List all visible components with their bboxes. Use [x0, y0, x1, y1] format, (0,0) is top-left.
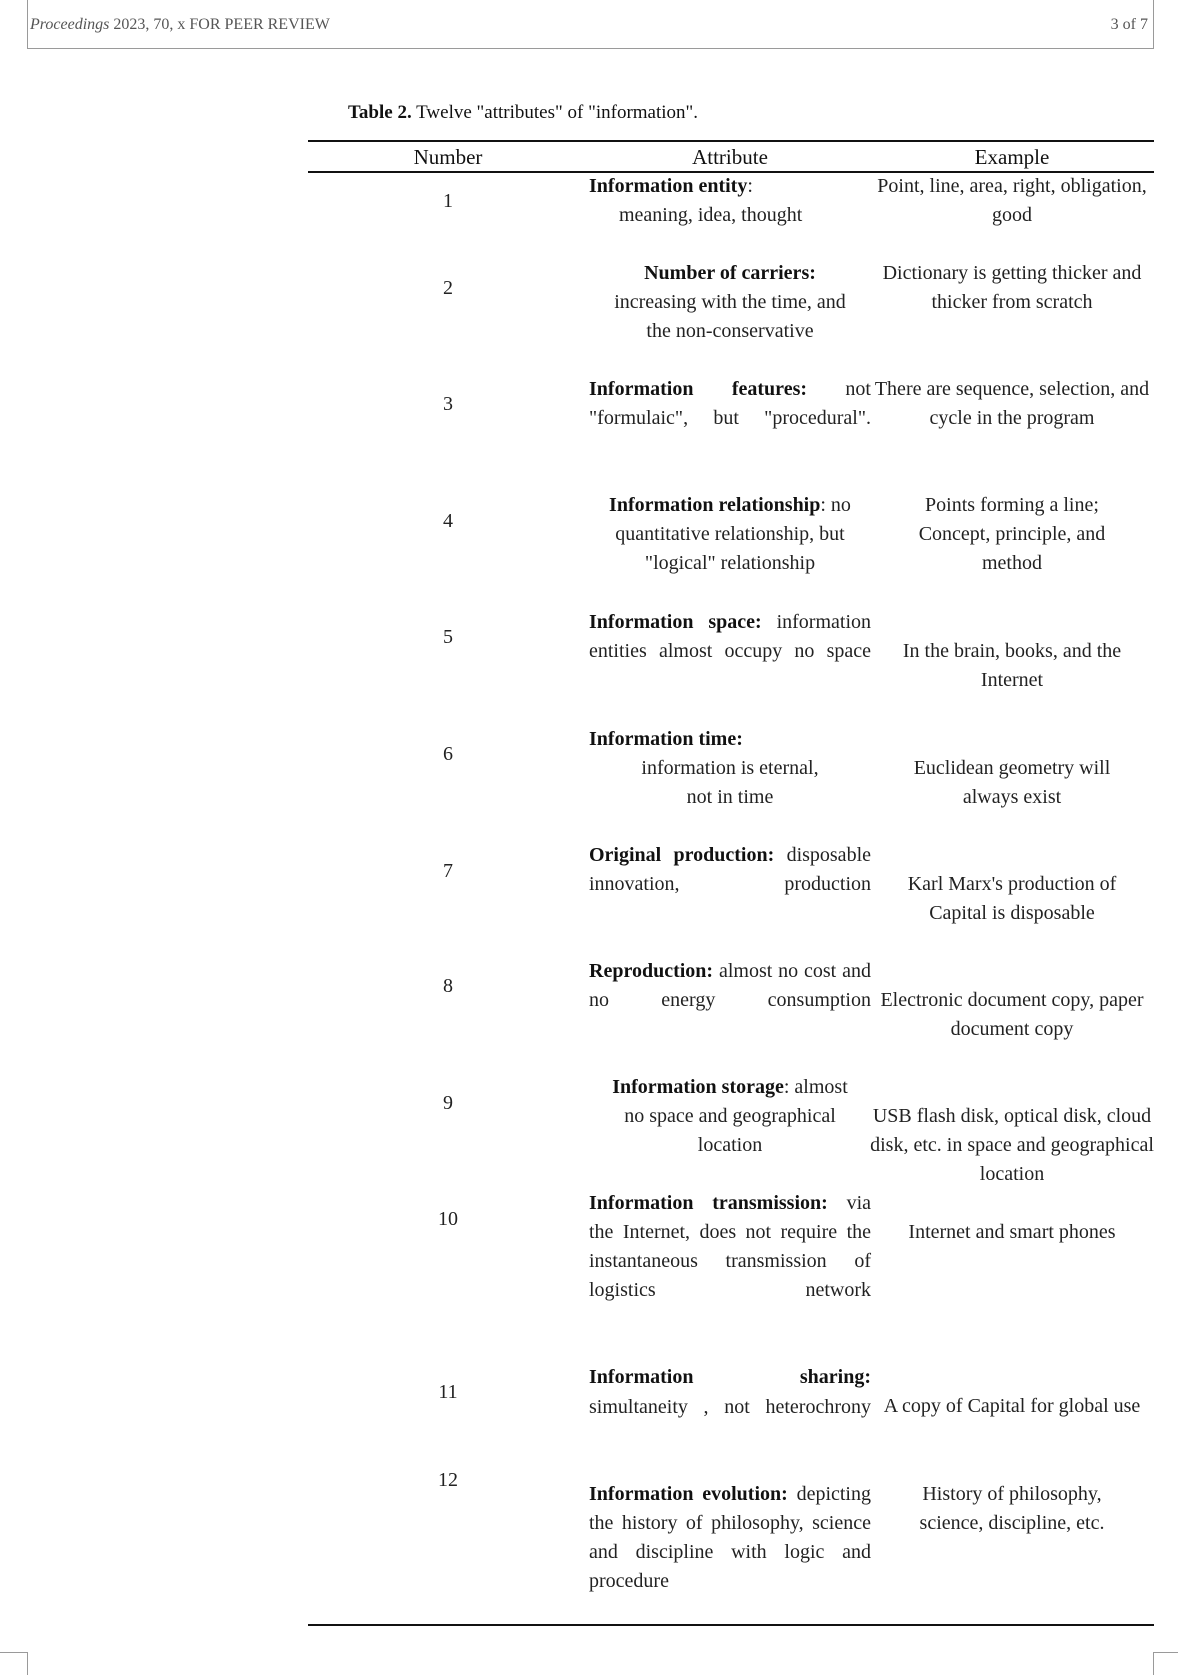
attribute-cell: Information storage: almost no space and geographical location: [612, 1076, 848, 1156]
crop-mark-bottom-right-h: [1153, 1652, 1178, 1653]
attribute-cell: Information transmission: via the Internet, does not require the instantaneous transmission of logistics network: [589, 1192, 872, 1301]
example-cell: Points forming a line; Concept, principle, and method: [918, 494, 1106, 574]
row-number: 4: [443, 510, 453, 532]
crop-mark-bottom-right: [1153, 1652, 1154, 1675]
example-cell: History of philosophy, science, discipline, etc.: [919, 1483, 1105, 1534]
attribute-cell: Information evolution: depicting the history of philosophy, science and discipline with logic and procedure: [589, 1483, 871, 1592]
attribute-name: Information transmission:: [589, 1192, 828, 1214]
attribute-name: Information features:: [589, 378, 808, 400]
attribute-cell: Information sharing: simultaneity , not heterochrony: [589, 1366, 871, 1418]
attribute-name: Information storage: [612, 1076, 784, 1098]
table-top-rule: [308, 140, 1154, 142]
row-number: 6: [443, 743, 453, 765]
column-header-number: Number: [413, 145, 483, 169]
row-number: 11: [438, 1381, 458, 1403]
row-number: 9: [443, 1092, 453, 1114]
example-cell: Point, line, area, right, obligation, good: [877, 175, 1147, 226]
table-caption-text: Twelve "attributes" of "information".: [416, 102, 699, 123]
attribute-name: Original production:: [589, 844, 775, 866]
table-caption: [348, 102, 698, 124]
example-cell: USB flash disk, optical disk, cloud disk, etc. in space and geographical location: [870, 1105, 1154, 1185]
crop-mark-bottom-left-h: [0, 1652, 28, 1653]
attribute-cell: Information entity: meaning, idea, thought: [589, 175, 803, 226]
attribute-name: Information time:: [589, 728, 743, 750]
attribute-name: Number of carriers:: [644, 262, 816, 284]
attribute-name: Information relationship: [609, 494, 821, 516]
attribute-cell: Information time: information is eternal, not in time: [589, 728, 819, 808]
column-header-attribute: Attribute: [692, 145, 768, 169]
row-number: 7: [443, 860, 453, 882]
attribute-cell: Reproduction: almost no cost and no energy consumption: [589, 960, 871, 1011]
running-header: [30, 16, 330, 34]
table-bottom-rule: [308, 1624, 1154, 1626]
header-left-rule: [27, 0, 28, 49]
row-number: 10: [438, 1208, 458, 1230]
row-number: 2: [443, 277, 453, 299]
example-cell: Internet and smart phones: [908, 1221, 1116, 1243]
attribute-name: Information sharing:: [589, 1366, 871, 1388]
attribute-cell: Information space: information entities almost occupy no space: [589, 611, 871, 662]
row-number: 1: [443, 190, 453, 212]
example-cell: Euclidean geometry will always exist: [913, 757, 1111, 808]
attribute-cell: Information relationship: no quantitative relationship, but "logical" relationship: [609, 494, 851, 574]
table-label: Table 2.: [348, 102, 412, 123]
example-cell: Dictionary is getting thicker and thicker from scratch: [882, 262, 1142, 313]
journal-name: Proceedings: [30, 16, 110, 33]
row-number: 12: [438, 1469, 458, 1491]
header-details: 2023, 70, x FOR PEER REVIEW: [113, 16, 330, 33]
example-cell: There are sequence, selection, and cycle in the program: [874, 378, 1150, 429]
header-right-rule: [1153, 0, 1154, 49]
attribute-name: Information entity: [589, 175, 748, 197]
attribute-name: Information evolution:: [589, 1483, 788, 1505]
row-number: 3: [443, 393, 453, 415]
example-cell: In the brain, books, and the Internet: [902, 640, 1122, 691]
row-number: 5: [443, 626, 453, 648]
header-rule: [28, 48, 1154, 49]
row-number: 8: [443, 975, 453, 997]
attribute-name: Information space:: [589, 611, 762, 633]
crop-mark-bottom-left: [27, 1652, 28, 1675]
attribute-name: Reproduction:: [589, 960, 714, 982]
attribute-cell: Number of carriers: increasing with the time, and the non-conservative: [614, 262, 846, 342]
attribute-cell: Original production: disposable innovation, production: [589, 844, 871, 895]
example-cell: A copy of Capital for global use: [883, 1395, 1141, 1417]
example-cell: Karl Marx's production of Capital is disposable: [907, 873, 1117, 924]
attribute-cell: Information features: not "formulaic", but "procedural".: [589, 378, 871, 429]
example-cell: Electronic document copy, paper document copy: [880, 989, 1144, 1040]
column-header-example: Example: [974, 145, 1050, 169]
page-number: 3 of 7: [1110, 16, 1148, 33]
